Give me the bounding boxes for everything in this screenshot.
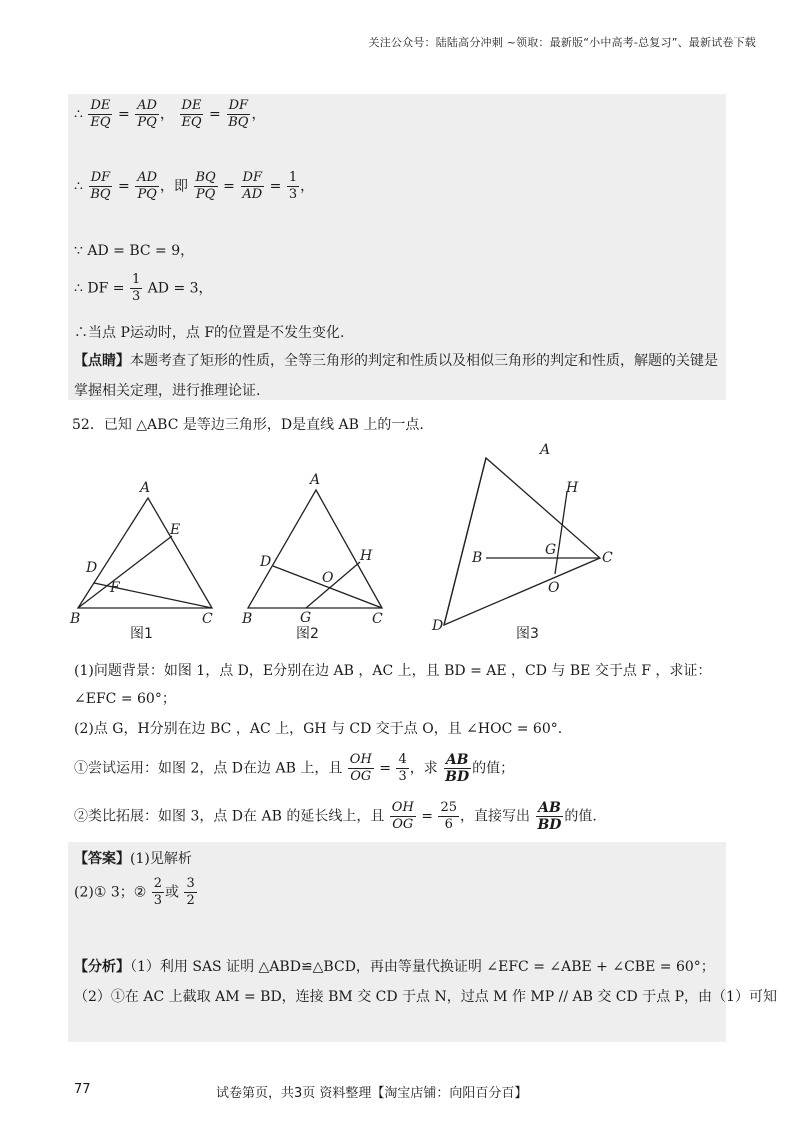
- problem-intro: 52．已知 △ABC 是等边三角形，D是直线 AB 上的一点.: [72, 417, 424, 433]
- answer-line-1: 【答案】(1)见解析: [74, 851, 192, 867]
- fig2-label-g: G: [300, 610, 312, 626]
- fig2-label-a: A: [310, 472, 321, 488]
- question-1b: ∠EFC = 60°；: [74, 691, 176, 707]
- question-2b: ②类比拓展：如图 3，点 D在 AB 的延长线上，且 $\frac{OH}{OG}$ = $\frac{25}{6}$ ，直接写出 $\frac{AB}{BD}$ 的值.: [74, 800, 597, 833]
- answer-shade: [68, 842, 726, 1042]
- figure-1: [78, 498, 212, 608]
- fig3-label-a: A: [540, 442, 551, 458]
- geometry-figures: [60, 440, 660, 645]
- solution-line-1: ∴ $\frac{DE}{EQ}$ = $\frac{AD}{PQ}$ ， $\frac{DE}{EQ}$ = $\frac{DF}{BQ}$ ，: [74, 98, 266, 130]
- fig3-label-g: G: [545, 542, 557, 558]
- remark-line-2: 掌握相关定理，进行推理论证.: [74, 383, 261, 399]
- analysis-line-2: （2）①在 AC 上截取 AM = BD，连接 BM 交 CD 于点 N，过点 M 作 MP // AB 交 CD 于点 P，由（1）可知: [74, 989, 777, 1005]
- analysis-line-1: 【分析】（1）利用 SAS 证明 △ABD≌△BCD，再由等量代换证明 ∠EFC = ∠ABE + ∠CBE = 60°；: [74, 959, 715, 975]
- fig3-label-b: B: [472, 550, 483, 566]
- page-header: 关注公众号：陆陆高分冲刺 ~领取：最新版“小中高考-总复习”、最新试卷下载: [368, 36, 756, 49]
- fig3-label-d: D: [432, 618, 444, 634]
- fig2-label-c: C: [372, 611, 383, 627]
- fig2-label-h: H: [360, 548, 373, 564]
- therefore-symbol: ∴: [74, 178, 83, 195]
- solution-line-5: ∴当点 P运动时，点 F的位置是不发生变化.: [74, 325, 345, 341]
- fig1-label-b: B: [70, 611, 81, 627]
- solution-line-2: ∴ $\frac{DF}{BQ}$ = $\frac{AD}{PQ}$ ，即 $\frac{BQ}{PQ}$ = $\frac{DF}{AD}$ = $\frac{1}{3}$ ，: [74, 170, 315, 202]
- question-1a: (1)问题背景：如图 1，点 D，E分别在边 AB ，AC 上，且 BD = AE ，CD 与 BE 交于点 F ，求证：: [74, 663, 712, 679]
- fig2-label-o: O: [322, 570, 334, 586]
- question-2a: ①尝试运用：如图 2，点 D在边 AB 上，且 $\frac{OH}{OG}$ = $\frac{4}{3}$ ，求 $\frac{AB}{BD}$ 的值；: [74, 752, 515, 785]
- fig1-label-e: E: [170, 522, 181, 538]
- solution-line-3: ∵ AD = BC = 9，: [74, 243, 195, 259]
- fig3-label-c: C: [602, 550, 613, 566]
- solution-line-4: ∴ DF = $\frac{1}{3}$ AD = 3，: [74, 272, 213, 304]
- fig2-label-b: B: [242, 611, 253, 627]
- fig2-label-d: D: [260, 554, 272, 570]
- footer-text: 试卷第页，共3页 资料整理【淘宝店铺：向阳百分百】: [216, 1086, 528, 1101]
- fig1-label-c: C: [202, 611, 213, 627]
- fig3-label-h: H: [566, 480, 579, 496]
- fig2-caption: 图2: [296, 626, 319, 642]
- page-number: 77: [74, 1082, 91, 1097]
- fig1-caption: 图1: [130, 626, 153, 642]
- fig3-label-o: O: [548, 580, 560, 596]
- therefore-symbol: ∴: [74, 106, 83, 123]
- fig1-label-d: D: [86, 560, 98, 576]
- answer-line-2: (2)① 3；② $\frac{2}{3}$ 或 $\frac{3}{2}$: [74, 876, 195, 908]
- question-2: (2)点 G，H分别在边 BC ，AC 上，GH 与 CD 交于点 O，且 ∠HOC = 60°.: [74, 721, 563, 737]
- fig3-caption: 图3: [516, 626, 539, 642]
- remark-line: 【点睛】本题考查了矩形的性质，全等三角形的判定和性质以及相似三角形的判定和性质，解题的关键是: [74, 353, 718, 369]
- fig1-label-a: A: [140, 480, 151, 496]
- fig1-label-f: F: [110, 580, 120, 596]
